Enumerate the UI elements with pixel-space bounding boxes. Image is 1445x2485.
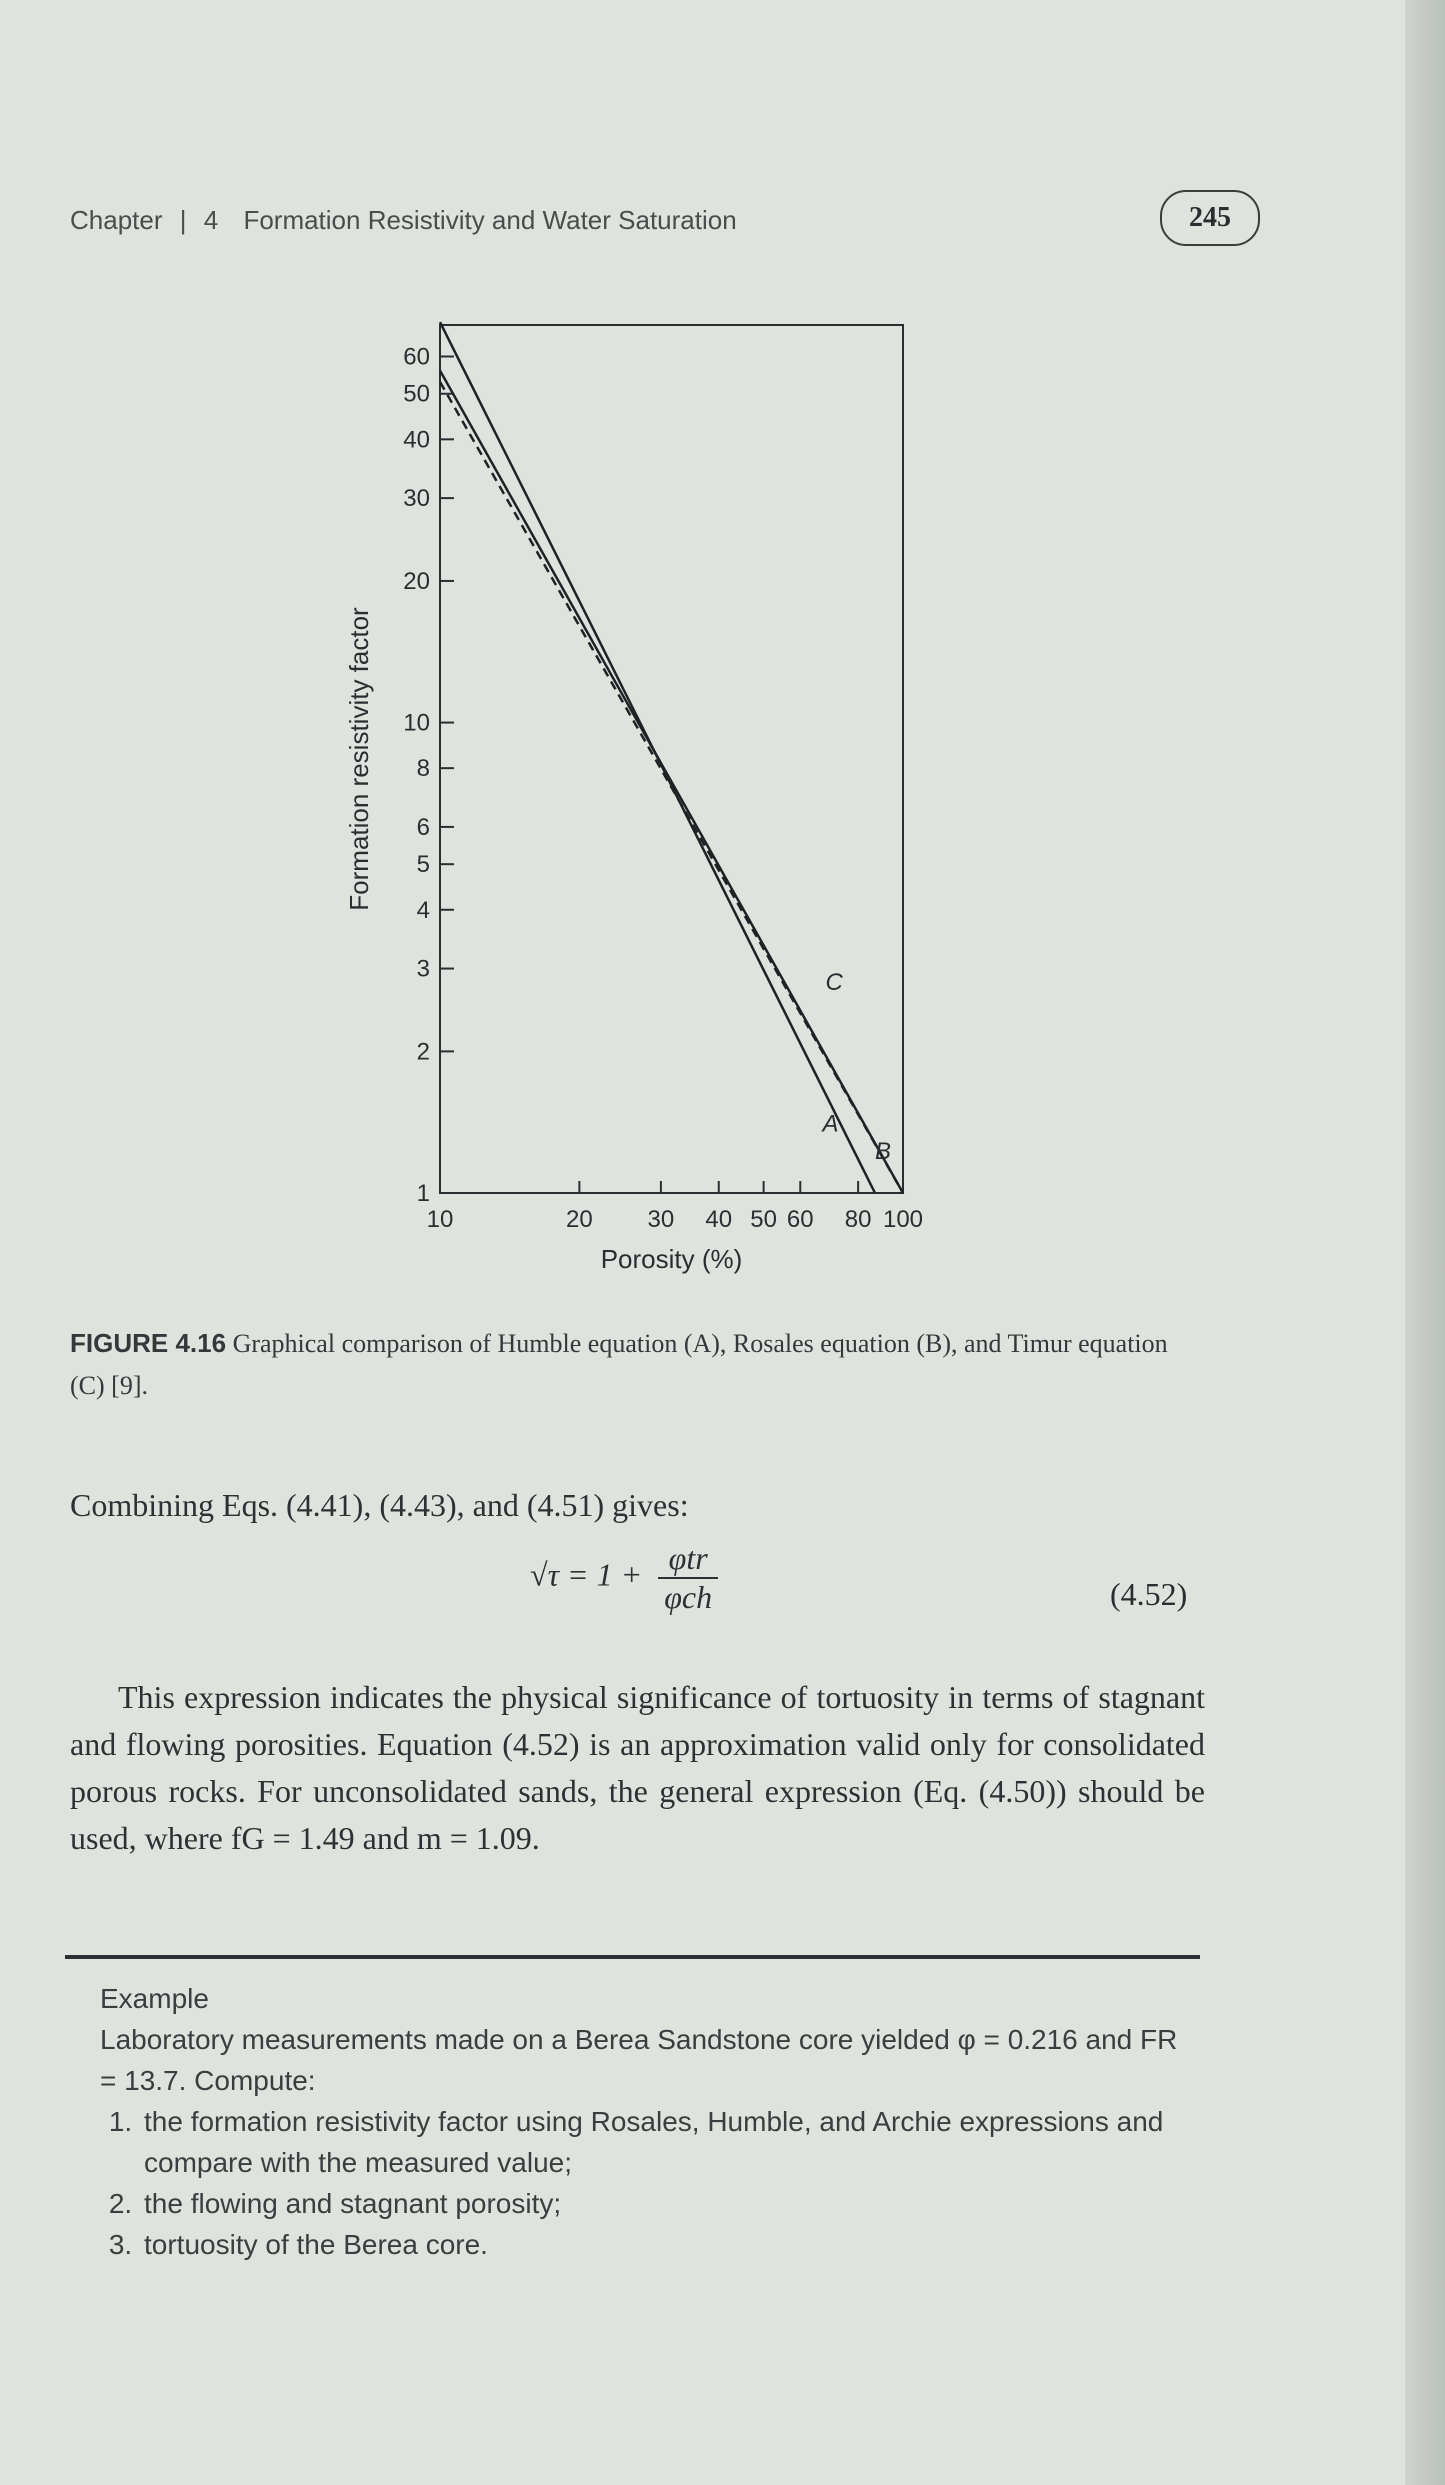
series-label-c: C <box>825 969 843 997</box>
example-list <box>100 2101 1180 2265</box>
y-tick-label: 10 <box>403 709 430 737</box>
example-title: Example <box>100 1983 209 2014</box>
y-tick-label: 1 <box>416 1180 430 1207</box>
equation-numerator: φtr <box>658 1540 718 1579</box>
example-box <box>100 1978 1180 2265</box>
example-item: 3. tortuosity of the Berea core. <box>140 2224 1180 2265</box>
y-tick-label: 4 <box>416 896 430 924</box>
y-tick-label: 20 <box>403 567 430 595</box>
chapter-title: Formation Resistivity and Water Saturation <box>243 205 737 235</box>
y-tick-label: 50 <box>403 380 430 408</box>
y-tick-label: 6 <box>416 813 430 841</box>
plot-frame <box>440 325 903 1193</box>
porosity-resistivity-chart <box>330 300 970 1290</box>
series-label-a: A <box>822 1110 839 1138</box>
chapter-label: Chapter <box>70 205 163 235</box>
series-line-b <box>440 371 903 1193</box>
body-paragraph: This expression indicates the physical significance of tortuosity in terms of stagnant and flowing porosities. Equation (4.52) is an approximation valid only for consolidated porous rocks. For unconsolidated sands, the general expression (Eq. (4.50)) should be used, where fG = 1.49 and m = 1.09. <box>70 1679 1205 1856</box>
x-tick-label: 60 <box>786 1206 814 1233</box>
series-label-b: B <box>874 1138 892 1166</box>
example-item: 1. the formation resistivity factor using Rosales, Humble, and Archie expressions and compare with the measured value; <box>140 2101 1180 2183</box>
running-header <box>70 205 737 236</box>
y-tick-label: 2 <box>416 1038 430 1066</box>
equation-intro: Combining Eqs. (4.41), (4.43), and (4.51) gives: <box>70 1487 689 1523</box>
series-line-c <box>440 382 903 1193</box>
page-edge <box>1405 0 1445 2485</box>
x-tick-label: 40 <box>705 1206 733 1233</box>
equation-4-52 <box>530 1540 718 1616</box>
section-rule <box>65 1955 1200 1959</box>
y-tick-label: 3 <box>416 955 430 983</box>
figure-caption-text: Graphical comparison of Humble equation (A), Rosales equation (B), and Timur equation (C) [9]. <box>70 1329 1168 1400</box>
x-tick-label: 80 <box>844 1206 872 1233</box>
x-tick-label: 50 <box>750 1206 777 1233</box>
header-separator: | <box>179 205 187 235</box>
x-tick-label: 20 <box>566 1206 593 1233</box>
equation-lhs: √τ = 1 + <box>530 1556 643 1593</box>
x-tick-label: 100 <box>882 1206 924 1233</box>
equation-number: (4.52) <box>1110 1576 1188 1612</box>
y-tick-label: 60 <box>403 343 430 371</box>
y-tick-label: 5 <box>416 851 430 879</box>
x-tick-label: 30 <box>647 1206 675 1233</box>
example-intro: Laboratory measurements made on a Berea Sandstone core yielded φ = 0.216 and FR = 13.7. Compute: <box>100 2024 1178 2096</box>
chapter-number: 4 <box>203 205 219 235</box>
equation-denominator: φch <box>664 1579 713 1615</box>
y-axis-label: Formation resistivity factor <box>344 607 374 911</box>
equation-fraction <box>658 1540 718 1616</box>
x-tick-label: 10 <box>426 1206 454 1233</box>
x-axis-label: Porosity (%) <box>600 1244 743 1274</box>
y-tick-label: 8 <box>416 755 430 783</box>
y-tick-label: 40 <box>403 426 430 454</box>
figure-label: FIGURE 4.16 <box>70 1328 227 1358</box>
page-number: 245 <box>1160 190 1260 246</box>
example-item: 2. the flowing and stagnant porosity; <box>140 2183 1180 2224</box>
y-tick-label: 30 <box>403 485 430 513</box>
figure-caption <box>70 1322 1205 1407</box>
